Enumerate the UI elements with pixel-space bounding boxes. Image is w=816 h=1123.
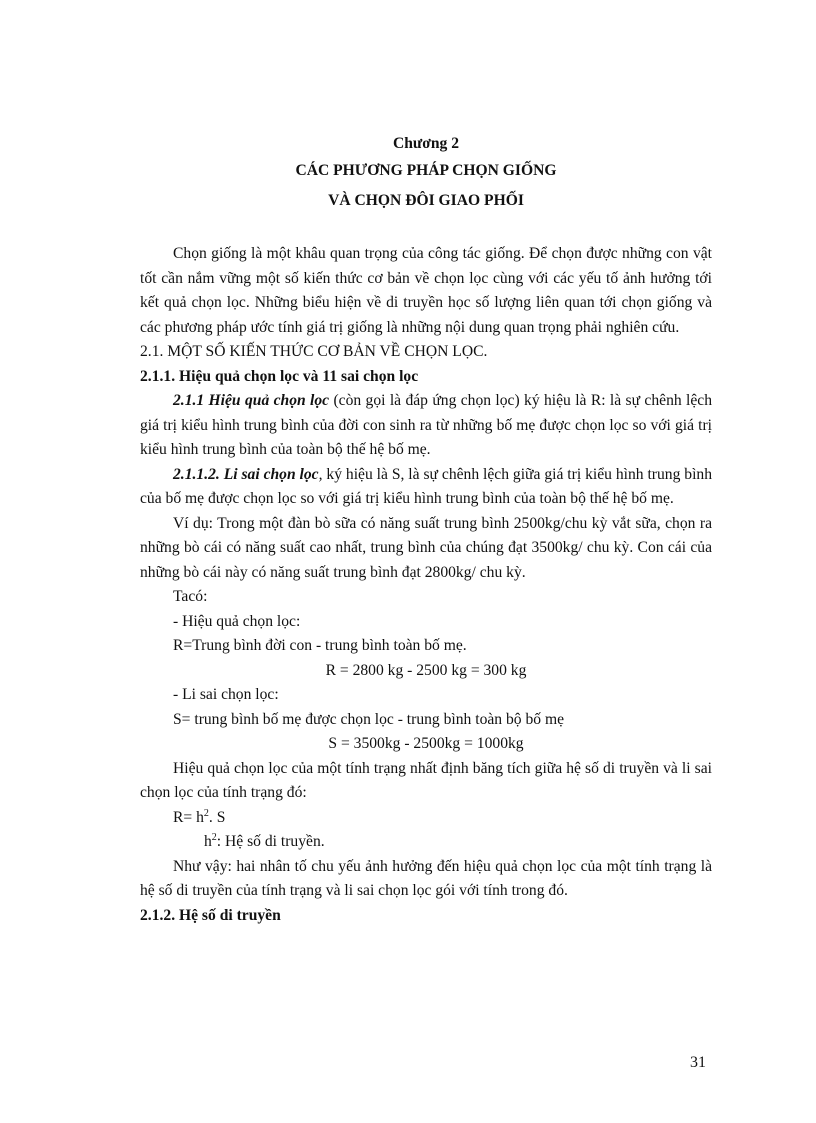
conclusion-paragraph: Như vậy: hai nhân tố chu yếu ảnh hưởng đến hiệu quả chọn lọc của một tính trạng là hệ số di truyền của tính trạng và li sai chọn lọc gói với tính trong đó. xyxy=(140,857,712,899)
equation-superscript: 2 xyxy=(203,807,209,819)
paragraph-selection-response xyxy=(140,389,712,463)
section-heading-2-1: 2.1. MỘT SỐ KIẾN THỨC CƠ BẢN VỀ CHỌN LỌC. xyxy=(140,343,488,360)
differential-label: - Li sai chọn lọc: xyxy=(173,686,279,703)
term-comma: , xyxy=(318,465,323,483)
response-label: - Hiệu quả chọn lọc: xyxy=(173,612,301,630)
response-definition: R=Trung bình đời con - trung bình toàn bố mẹ. xyxy=(173,637,467,654)
heritability-superscript: 2 xyxy=(211,831,217,843)
equation-prefix: R= h xyxy=(173,808,204,826)
section-heading-2-1-1: 2.1.1. Hiệu quả chọn lọc và 11 sai chọn lọc xyxy=(140,367,419,385)
paragraph-selection-differential xyxy=(140,463,712,512)
intro-paragraph: Chọn giống là một khâu quan trọng của công tác giống. Để chọn được những con vật tốt cần nắm vững một số kiến thức cơ bản về chọn lọc cùng với các yếu tố ảnh hưởng tới kết quả chọn lọc. Những biểu hiện về di truyền học số lượng liên quan tới chọn giống và các phương pháp ước tính giá trị giống là những nội dung quan trọng phải nghiên cứu. xyxy=(140,245,712,336)
relation-paragraph: Hiệu quả chọn lọc của một tính trạng nhất định băng tích giữa hệ số di truyền và li sai chọn lọc của tính trạng đó: xyxy=(140,759,712,801)
selection-response-text: (còn gọi là đáp ứng chọn lọc) ký hiệu là R: là sự chênh lệch giá trị kiểu hình trung bình của đời con sinh ra từ những bố mẹ được chọn lọc so với giá trị kiểu hình trung bình của toàn bộ thế hệ bố mẹ. xyxy=(140,392,712,458)
term-selection-differential: 2.1.1.2. Li sai chọn lọc xyxy=(173,465,319,483)
heritability-definition xyxy=(140,830,712,855)
page-number: 31 xyxy=(690,1054,706,1071)
breeders-equation xyxy=(140,806,712,831)
heritability-text: : Hệ số di truyền. xyxy=(216,833,325,850)
response-formula: R = 2800 kg - 2500 kg = 300 kg xyxy=(325,661,527,679)
taco-line: Tacó: xyxy=(173,588,208,605)
heritability-symbol: h xyxy=(204,833,212,850)
page-content xyxy=(140,128,712,928)
term-selection-response: 2.1.1 Hiệu quả chọn lọc xyxy=(173,392,330,409)
differential-definition: S= trung bình bố mẹ được chọn lọc - trung bình toàn bộ bố mẹ xyxy=(173,710,565,728)
chapter-title-line-2: VÀ CHỌN ĐÔI GIAO PHỐI xyxy=(328,192,524,209)
selection-differential-text: ký hiệu là S, là sự chênh lệch giữa giá trị kiểu hình trung bình của bố mẹ được chọn lọc so với giá trị kiểu hình trung bình của toàn bộ thế hệ bố mẹ. xyxy=(140,465,713,507)
chapter-label: Chương 2 xyxy=(392,135,460,152)
chapter-title-line-1: CÁC PHƯƠNG PHÁP CHỌN GIỐNG xyxy=(295,162,557,179)
section-heading-2-1-2: 2.1.2. Hệ số di truyền xyxy=(140,906,281,924)
differential-formula: S = 3500kg - 2500kg = 1000kg xyxy=(328,735,524,752)
example-paragraph: Ví dụ: Trong một đàn bò sữa có năng suất trung bình 2500kg/chu kỳ vắt sữa, chọn ra những bò cái có năng suất cao nhất, trung bình của chúng đạt 3500kg/ chu kỳ. Con cái của những bò cái này có năng suất trung bình đạt 2800kg/ chu kỳ. xyxy=(140,514,712,581)
equation-suffix: . S xyxy=(208,808,226,826)
